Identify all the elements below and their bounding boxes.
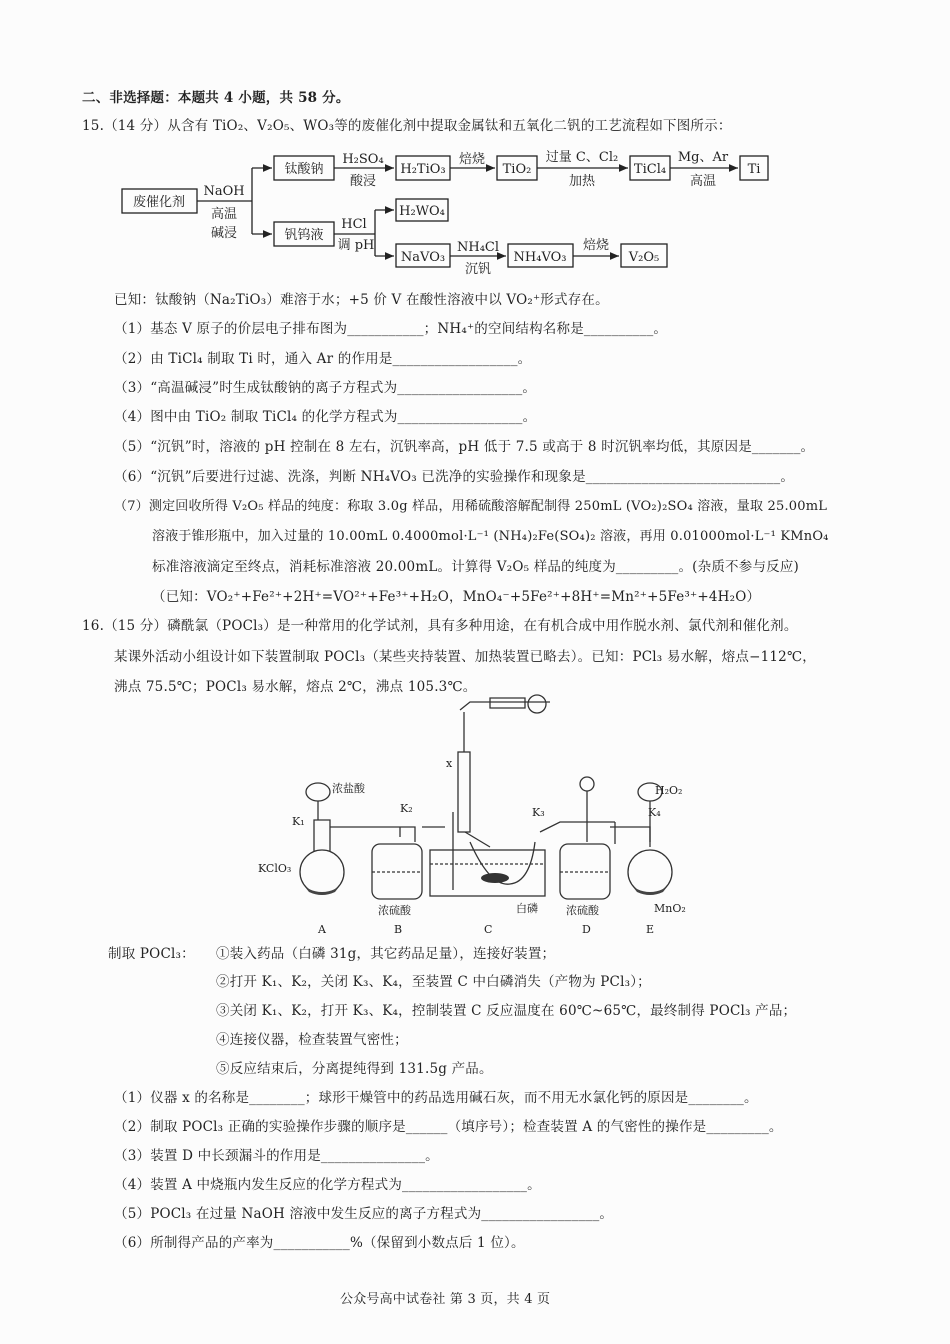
q15-question-cont: 标准溶液滴定至终点，消耗标准溶液 20.00mL。计算得 V₂O₅ 样品的纯度为_________。(杂质不参与反应) (152, 559, 800, 575)
q15-flowchart (0, 140, 950, 280)
step: ③关闭 K₁、K₂，打开 K₃、K₄，控制装置 C 反应温度在 60℃~65℃，最终制得 POCl₃ 产品； (216, 1003, 797, 1019)
label-k2: K₂ (400, 802, 413, 815)
label-h2o2: H₂O₂ (655, 784, 683, 797)
steps-label: 制取 POCl₃： (108, 946, 195, 962)
flow-label: 加热 (568, 174, 596, 189)
flow-box: 钛酸钠 (284, 162, 324, 177)
flow-label: 过量 C、Cl₂ (545, 150, 619, 165)
flow-label: 酸浸 (349, 174, 377, 189)
label-mno2: MnO₂ (654, 902, 686, 915)
flow-box: 钒钨液 (284, 228, 324, 243)
step: ②打开 K₁、K₂，关闭 K₃、K₄，至装置 C 中白磷消失（产物为 PCl₃）； (216, 974, 651, 990)
flow-label: NH₄Cl (456, 240, 500, 255)
flow-start: 废催化剂 (132, 195, 186, 210)
label-conc-h2so4-d: 浓硫酸 (566, 904, 599, 917)
q16-question: （5）POCl₃ 在过量 NaOH 溶液中发生反应的离子方程式为_________________。 (114, 1206, 614, 1222)
flow-box: H₂WO₄ (399, 204, 445, 219)
q16-question: （4）装置 A 中烧瓶内发生反应的化学方程式为__________________。 (114, 1177, 541, 1193)
q15-question: （5）“沉钒”时，溶液的 pH 控制在 8 左右，沉钒率高，pH 低于 7.5 或高于 8 时沉钒率均低，其原因是_______。 (114, 439, 815, 455)
label-E: E (646, 923, 655, 936)
flow-box: TiO₂ (502, 162, 532, 177)
q16-intro: 沸点 75.5℃；POCl₃ 易水解，熔点 2℃，沸点 105.3℃。 (114, 679, 477, 695)
step: ①装入药品（白磷 31g，其它药品足量），连接好装置； (216, 946, 556, 962)
flow-label: 高温 (689, 174, 717, 189)
step: ⑤反应结束后，分离提纯得到 131.5g 产品。 (216, 1061, 493, 1077)
q15-known: 已知：钛酸钠（Na₂TiO₃）难溶于水；+5 价 V 在酸性溶液中以 VO₂⁺形式存在。 (114, 292, 609, 308)
label-D: D (582, 923, 591, 936)
q15-question: （4）图中由 TiO₂ 制取 TiCl₄ 的化学方程式为__________________。 (114, 409, 537, 425)
q15-question: （3）“高温碱浸”时生成钛酸钠的离子方程式为__________________。 (114, 380, 537, 396)
flow-label: 调 pH (337, 238, 375, 253)
flow-box: TiCl₄ (633, 162, 667, 177)
page-footer: 公众号高中试卷社 第 3 页，共 4 页 (340, 1292, 551, 1307)
q16-intro: 某课外活动小组设计如下装置制取 POCl₃（某些夹持装置、加热装置已略去）。已知：PCl₃ 易水解，熔点−112℃， (114, 649, 816, 665)
flow-box: H₂TiO₃ (400, 162, 446, 177)
apparatus-diagram (250, 692, 700, 938)
q16-intro: 16.（15 分）磷酰氯（POCl₃）是一种常用的化学试剂，具有多种用途，在有机合成中用作脱水剂、氯代剂和催化剂。 (82, 618, 798, 634)
q15-question: （2）由 TiCl₄ 制取 Ti 时，通入 Ar 的作用是__________________。 (114, 351, 532, 367)
q15-question-cont: 溶液于锥形瓶中，加入过量的 10.00mL 0.4000mol·L⁻¹ (NH₄)₂Fe(SO₄)₂ 溶液，再用 0.01000mol·L⁻¹ KMnO₄ (152, 529, 829, 544)
flow-label: 焙烧 (582, 238, 610, 253)
label-k3: K₃ (532, 806, 545, 819)
label-conc-hcl: 浓盐酸 (332, 782, 365, 795)
flow-label: 焙烧 (458, 152, 486, 167)
label-white-phosphorus: 白磷 (516, 902, 538, 915)
label-kclo3: KClO₃ (258, 862, 292, 875)
q15-question-cont: （已知：VO₂⁺+Fe²⁺+2H⁺=VO²⁺+Fe³⁺+H₂O，MnO₄⁻+5Fe²⁺+8H⁺=Mn²⁺+5Fe³⁺+4H₂O） (152, 589, 761, 605)
flow-box: NH₄VO₃ (513, 250, 567, 265)
step: ④连接仪器，检查装置气密性； (216, 1032, 408, 1048)
flow-label: 沉钒 (464, 262, 492, 277)
flow-label-naoh: NaOH (203, 184, 245, 199)
label-k1: K₁ (292, 815, 305, 828)
flow-label: H₂SO₄ (342, 152, 384, 167)
flow-box: Ti (747, 162, 761, 177)
flow-box: NaVO₃ (400, 250, 446, 265)
flow-label: Mg、Ar (677, 150, 729, 165)
label-C: C (484, 923, 493, 936)
q16-question: （1）仪器 x 的名称是________；球形干燥管中的药品选用碱石灰，而不用无水氯化钙的原因是________。 (114, 1090, 758, 1106)
label-B: B (394, 923, 403, 936)
q16-question: （2）制取 POCl₃ 正确的实验操作步骤的顺序是______（填序号）；检查装置 A 的气密性的操作是_________。 (114, 1119, 783, 1135)
flow-label-gaowen: 高温 (210, 207, 238, 222)
q16-question: （6）所制得产品的产率为___________%（保留到小数点后 1 位）。 (114, 1235, 525, 1251)
q15-question: （6）“沉钒”后要进行过滤、洗涤，判断 NH₄VO₃ 已洗净的实验操作和现象是____________________________。 (114, 469, 795, 485)
flow-label: HCl (341, 217, 367, 232)
label-x: x (446, 757, 453, 770)
q15-question: （7）测定回收所得 V₂O₅ 样品的纯度：称取 3.0g 样品，用稀硫酸溶解配制得 250mL (VO₂)₂SO₄ 溶液，量取 25.00mL (114, 499, 828, 514)
label-A: A (318, 923, 326, 936)
section-heading: 二、非选择题：本题共 4 小题，共 58 分。 (82, 90, 350, 106)
q16-question: （3）装置 D 中长颈漏斗的作用是_______________。 (114, 1148, 439, 1164)
q15-intro: 15.（14 分）从含有 TiO₂、V₂O₅、WO₃等的废催化剂中提取金属钛和五氧化二钒的工艺流程如下图所示： (82, 118, 732, 134)
q15-question: （1）基态 V 原子的价层电子排布图为___________；NH₄⁺的空间结构名称是__________。 (114, 321, 668, 337)
flow-label-jianjin: 碱浸 (210, 226, 238, 241)
label-k4: K₄ (648, 806, 661, 819)
flow-box: V₂O₅ (628, 250, 660, 265)
label-conc-h2so4-b: 浓硫酸 (378, 904, 411, 917)
